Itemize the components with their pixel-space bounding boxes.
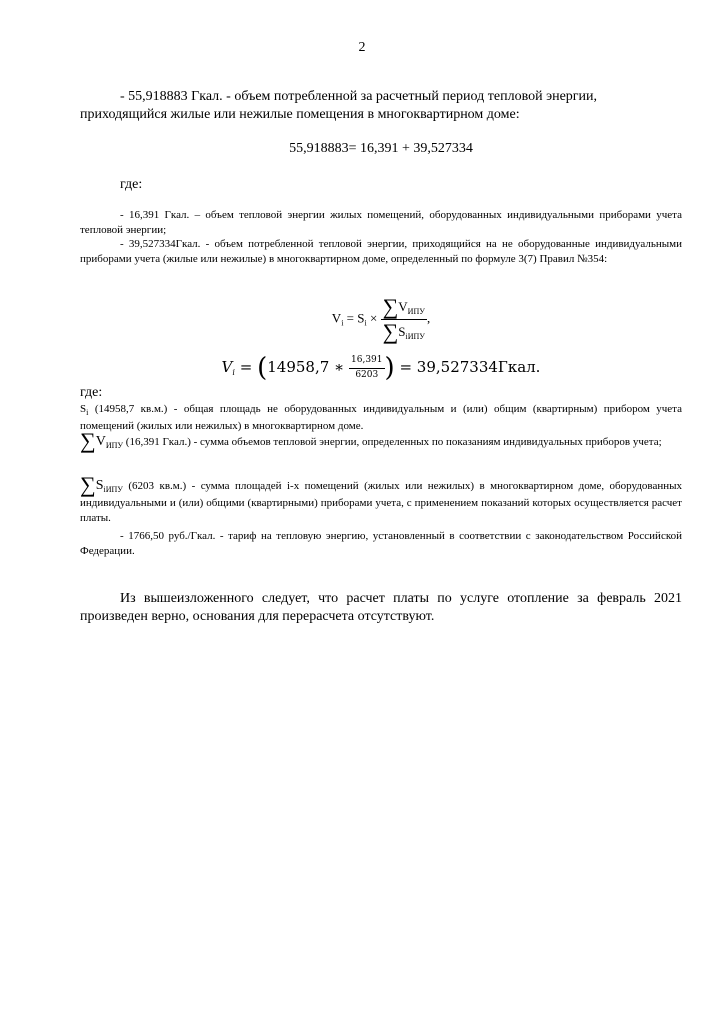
formula-lhs: V xyxy=(331,310,342,326)
formula-numerator xyxy=(381,296,427,320)
computed-lhs-sub: i xyxy=(232,368,235,377)
conclusion: Из вышеизложенного следует, что расчет платы по услуге отопление за февраль 2021 произведен верно, основания для перерасчета отсутствуют. xyxy=(80,591,682,625)
numerator-sub: ИПУ xyxy=(407,307,425,316)
computed-lhs: V xyxy=(221,358,233,376)
denominator-sub: iИПУ xyxy=(405,332,425,341)
si-text: (14958,7 кв.м.) - общая площадь не оборудованных индивидуальным и (или) общим (квартирным) прибором учета помещений (жилых или нежилых) в многоквартирном доме. xyxy=(80,403,683,432)
paragraph-total-volume xyxy=(80,88,682,124)
computed-result: = 39,527334Гкал. xyxy=(399,358,541,376)
si-sub: i xyxy=(86,408,89,417)
formula-s-sub: i xyxy=(364,318,367,328)
computed-num: 16,391 xyxy=(349,355,385,369)
page-number: 2 xyxy=(358,40,366,55)
sum-icon: ∑ xyxy=(382,319,399,344)
sum-s-text: (6203 кв.м.) - сумма площадей i-х помещений (жилых или нежилых) в многоквартирном доме, оборудованных индивидуальными и (или) общими (квартирными) приборами учета, с применением показаний которых осуществляется расчет платы. xyxy=(80,480,683,524)
si-symbol: S xyxy=(80,403,87,415)
total-volume-cont: приходящийся жилые или нежилые помещения в многоквартирном доме: xyxy=(80,107,520,123)
formula-3-7 xyxy=(80,296,682,343)
formula-fraction xyxy=(381,296,427,343)
equation-sum: 55,918883= 16,391 + 39,527334 xyxy=(289,141,473,156)
total-volume-lead: - 55,918883 Гкал. - объем потребленной за расчетный период тепловой энергии, xyxy=(120,89,598,104)
formula-lhs-sub: i xyxy=(341,318,344,328)
formula-computed xyxy=(80,352,682,386)
computed-value: 14958,7 ∗ xyxy=(267,358,345,376)
formula-eq: = S xyxy=(346,310,365,326)
sum-icon: ∑ xyxy=(80,472,96,497)
item-non-ipu-volume: - 39,527334Гкал. - объем потребленной тепловой энергии, приходящийся на не оборудованные индивидуальными приборами учета (жилые или нежилые) в многоквартирном доме, определенный по формуле 3(7) Правил №354: xyxy=(80,238,682,265)
where-label-1: где: xyxy=(120,177,143,192)
computed-fraction xyxy=(349,355,385,381)
denominator-var: S xyxy=(398,324,406,339)
formula-trailing: , xyxy=(426,310,431,326)
formula-times: × xyxy=(369,310,378,326)
sum-v-symbol: V xyxy=(95,434,106,449)
definition-si xyxy=(80,402,682,434)
computed-close: ) xyxy=(384,353,395,383)
computed-open: ( xyxy=(257,353,268,383)
where-label-2: где: xyxy=(80,385,103,400)
sum-v-sub: ИПУ xyxy=(105,441,124,450)
computed-den: 6203 xyxy=(355,369,379,380)
sum-v-text: (16,391 Гкал.) - сумма объемов тепловой энергии, определенных по показаниям индивидуальных приборов учета; xyxy=(125,436,662,448)
computed-eq: = xyxy=(239,358,253,376)
definition-sum-s xyxy=(80,474,682,526)
item-ipu-volume: - 16,391 Гкал. – объем тепловой энергии жилых помещений, оборудованных индивидуальными приборами учета тепловой энергии; xyxy=(80,209,682,236)
sum-icon: ∑ xyxy=(80,428,96,453)
sum-s-sub: iИПУ xyxy=(103,485,123,494)
numerator-var: V xyxy=(398,299,408,314)
tariff-line: - 1766,50 руб./Гкал. - тариф на тепловую энергию, установленный в соответствии с законодательством Российской Федерации. xyxy=(80,530,682,557)
sum-icon: ∑ xyxy=(382,294,399,319)
formula-denominator xyxy=(381,320,427,343)
sum-s-symbol: S xyxy=(95,478,104,493)
definition-sum-v xyxy=(80,430,682,452)
